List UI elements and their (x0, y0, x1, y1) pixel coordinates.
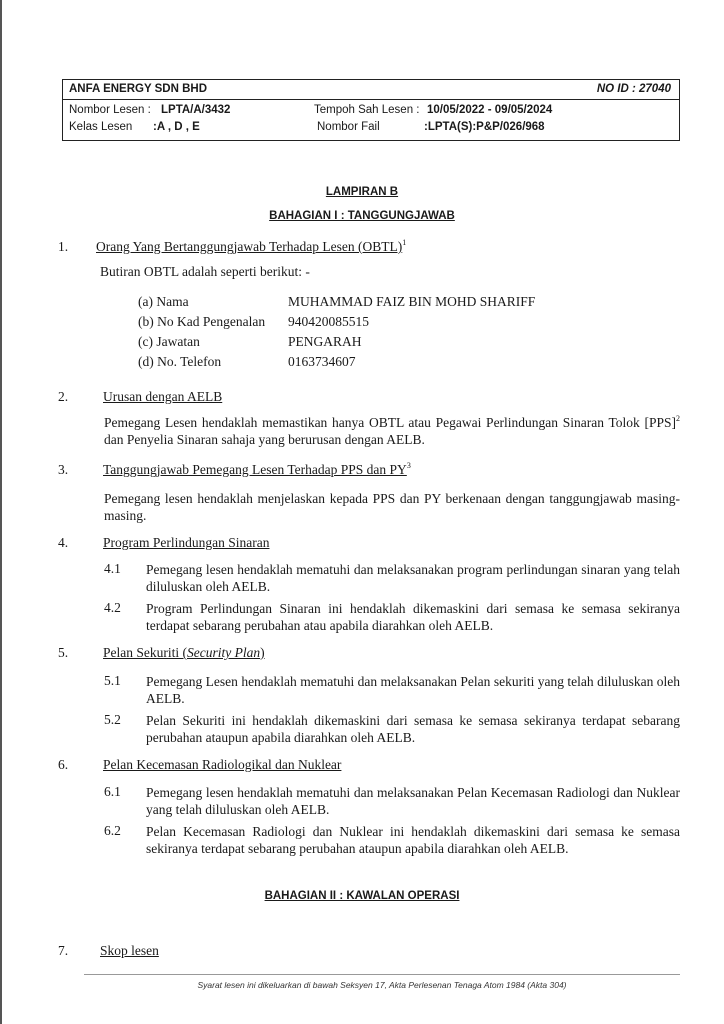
page-left-edge (0, 0, 2, 1024)
item-5-2-number: 5.2 (104, 712, 121, 727)
section-3-number: 3. (58, 462, 69, 477)
obtl-label-nama: (a) Nama (138, 294, 189, 309)
section-6-title: Pelan Kecemasan Radiologikal dan Nuklear (103, 757, 342, 772)
section-4-title: Program Perlindungan Sinaran (103, 535, 270, 550)
obtl-value-nama: MUHAMMAD FAIZ BIN MOHD SHARIFF (288, 294, 536, 309)
section-4-number: 4. (58, 535, 69, 550)
section-6-number: 6. (58, 757, 69, 772)
section-3-heading (103, 462, 411, 478)
section-7-number: 7. (58, 943, 69, 958)
nombor-lesen-label: Nombor Lesen : (69, 104, 151, 116)
no-id: NO ID : 27040 (596, 83, 671, 95)
tempoh-label: Tempoh Sah Lesen : (314, 104, 420, 116)
obtl-label-jawatan: (c) Jawatan (138, 334, 200, 349)
company-name: ANFA ENERGY SDN BHD (69, 83, 208, 95)
license-header-box (62, 79, 680, 141)
item-4-2-text: Program Perlindungan Sinaran ini hendaklah dikemaskini dari semasa ke semasa sekiranya terdapat sebarang perubahan atau apabila diarahkan oleh AELB. (146, 601, 680, 633)
section-5-title-italic: Security Plan (187, 645, 261, 660)
footnote-ref-2: 2 (676, 414, 680, 423)
section-5-title (103, 645, 265, 661)
tempoh-value: 10/05/2022 - 09/05/2024 (427, 104, 553, 116)
item-4-2-number: 4.2 (104, 600, 121, 615)
section-2-paragraph (104, 414, 680, 448)
item-6-1-text: Pemegang lesen hendaklah mematuhi dan melaksanakan Pelan Kecemasan Radiologi dan Nuklear yang telah diluluskan oleh AELB. (146, 785, 680, 817)
section-3-title: Tanggungjawab Pemegang Lesen Terhadap PPS dan PY (103, 462, 407, 477)
section-2-number: 2. (58, 389, 69, 404)
section-2-title: Urusan dengan AELB (103, 389, 223, 404)
item-6-1-number: 6.1 (104, 784, 121, 799)
section-1-heading (96, 239, 406, 255)
bahagian-1-title: BAHAGIAN I : TANGGUNGJAWAB (269, 210, 455, 222)
obtl-value-ic: 940420085515 (288, 314, 369, 329)
item-4-1-text: Pemegang lesen hendaklah mematuhi dan melaksanakan program perlindungan sinaran yang telah diluluskan oleh AELB. (146, 562, 680, 594)
section-5-title-text: Pelan Sekuriti ( (103, 645, 187, 660)
fail-label: Nombor Fail (317, 121, 380, 133)
item-4-1-number: 4.1 (104, 561, 121, 576)
section-7-title: Skop lesen (100, 943, 159, 958)
item-5-1-number: 5.1 (104, 673, 121, 688)
item-5-1-text: Pemegang Lesen hendaklah mematuhi dan melaksanakan Pelan sekuriti yang telah diluluskan oleh AELB. (146, 674, 680, 706)
item-6-2-number: 6.2 (104, 823, 121, 838)
section-2-text-b: dan Penyelia Sinaran sahaja yang berurusan dengan AELB. (104, 432, 425, 447)
section-1-title: Orang Yang Bertanggungjawab Terhadap Lesen (OBTL) (96, 239, 403, 254)
obtl-label-ic: (b) No Kad Pengenalan (138, 314, 266, 329)
footnote-ref-3: 3 (406, 461, 411, 470)
page-footer: Syarat lesen ini dikeluarkan di bawah Seksyen 17, Akta Perlesenan Tenaga Atom 1984 (Akta 304) (197, 980, 567, 990)
kelas-label: Kelas Lesen (69, 121, 133, 133)
section-3-paragraph: Pemegang lesen hendaklah menjelaskan kepada PPS dan PY berkenaan dengan tanggungjawab masing-masing. (104, 491, 680, 523)
section-2-text-a: Pemegang Lesen hendaklah memastikan hanya OBTL atau Pegawai Perlindungan Sinaran Tolok [PPS] (104, 415, 676, 430)
nombor-lesen-value: LPTA/A/3432 (161, 104, 231, 116)
fail-value: :LPTA(S):P&P/026/968 (424, 121, 545, 133)
lampiran-title: LAMPIRAN B (325, 186, 399, 198)
section-5-title-end: ) (260, 645, 265, 660)
obtl-value-jawatan: PENGARAH (288, 334, 362, 349)
obtl-label-telefon: (d) No. Telefon (138, 354, 222, 369)
obtl-intro: Butiran OBTL adalah seperti berikut: - (100, 264, 310, 279)
bahagian-2-title: BAHAGIAN II : KAWALAN OPERASI (264, 890, 460, 902)
obtl-value-telefon: 0163734607 (288, 354, 356, 369)
section-1-number: 1. (58, 239, 69, 254)
section-5-number: 5. (58, 645, 69, 660)
item-5-2-text: Pelan Sekuriti ini hendaklah dikemaskini dari semasa ke semasa sekiranya terdapat sebarang perubahan ataupun apabila diarahkan oleh AELB. (146, 713, 680, 745)
item-6-2-text: Pelan Kecemasan Radiologi dan Nuklear ini hendaklah dikemaskini dari semasa ke semasa sekiranya terdapat sebarang perubahan ataupun apabila diarahkan oleh AELB. (146, 824, 680, 856)
footnote-ref-1: 1 (402, 238, 407, 247)
kelas-value: :A , D , E (153, 121, 200, 133)
footer-rule (84, 974, 680, 975)
header-divider (63, 99, 679, 100)
